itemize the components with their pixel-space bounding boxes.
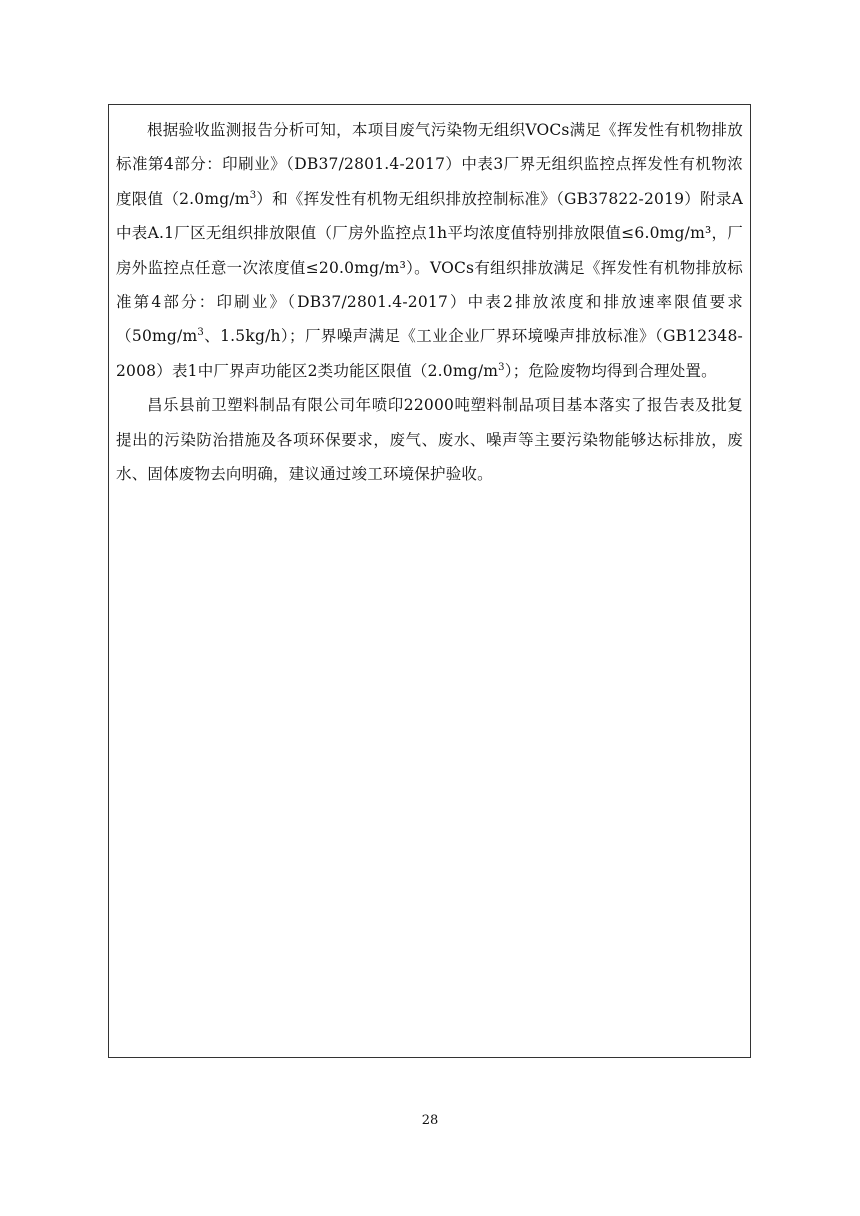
superscript: 3 [249, 189, 257, 201]
superscript: 3 [498, 361, 505, 373]
paragraph-conclusion-acceptance [116, 388, 743, 491]
text-run: 昌乐县前卫塑料制品有限公司年喷印22000吨塑料制品项目基本落实了报告表及批复提出的污染防治措施及各项环保要求，废气、废水、噪声等主要污染物能够达标排放，废水、固体废物去向明确，建议通过竣工环境保护验收。 [116, 396, 743, 484]
text-run: 、1.5kg/h）；厂界噪声满足《工业企业厂界环境噪声排放标准》（GB12348-2008）表1中厂界声功能区2类功能区限值（2.0mg/m [116, 327, 743, 380]
page-number: 28 [421, 1113, 439, 1128]
text-run: ）；危险废物均得到合理处置。 [504, 361, 717, 380]
superscript: 3 [197, 327, 204, 339]
text-run: 根据验收监测报告分析可知，本项目废气污染物无组织VOCs满足《挥发性有机物排放标准第4部分：印刷业》（DB37/2801.4-2017）中表3厂界无组织监控点挥发性有机物浓度限值（2.0mg/m [116, 121, 743, 208]
text-run: ）和《挥发性有机物无组织排放控制标准》（GB37822-2019）附录A中表A.1厂区无组织排放限值（厂房外监控点1h平均浓度值特别排放限值≤6.0mg/m³，厂房外监控点任意一次浓度值≤20.0mg/m³）。VOCs有组织排放满足《挥发性有机物排放标准第4部分：印刷业》（DB37/2801.4-2017）中表2排放浓度和排放速率限值要求（50mg/m [116, 189, 743, 346]
content-frame [108, 104, 751, 1058]
paragraph-conclusion-monitoring [116, 113, 743, 388]
